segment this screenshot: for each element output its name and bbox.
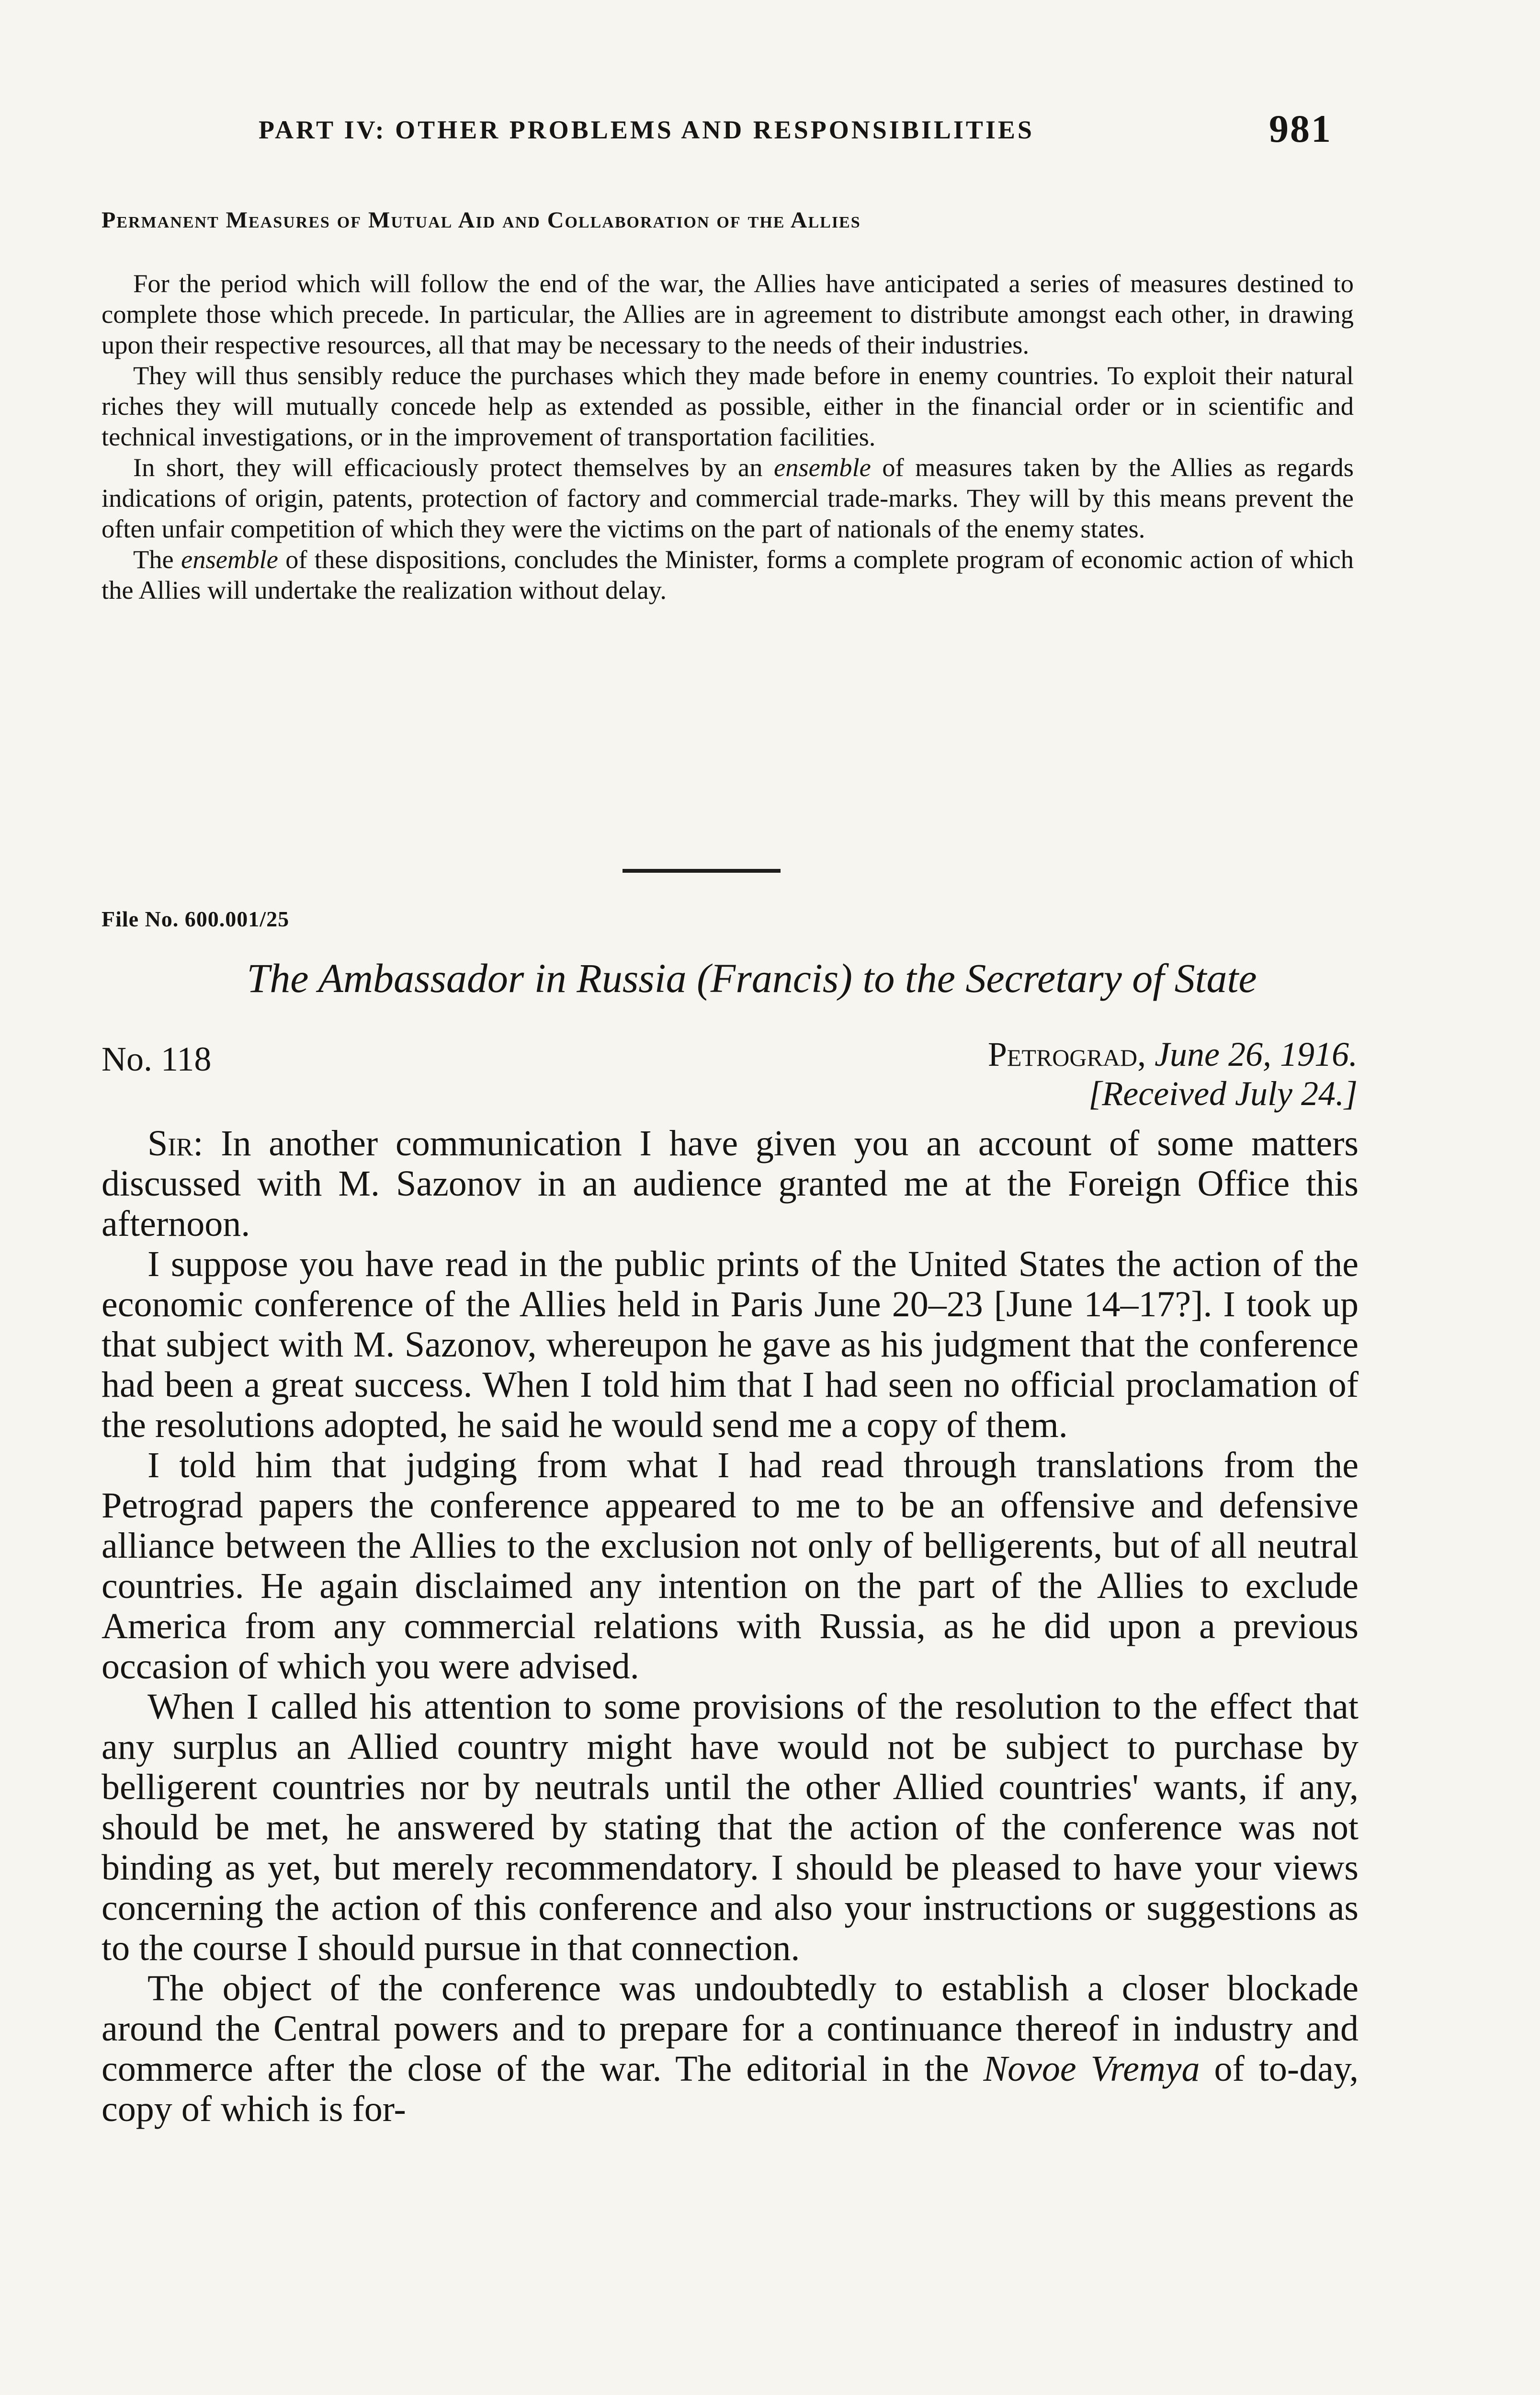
section-paragraph-4 [102, 544, 1354, 605]
document-number: No. 118 [102, 1040, 212, 1078]
section-paragraph-4-part-a: The [133, 545, 181, 574]
dateline-place: Petrograd, [987, 1035, 1146, 1073]
section-paragraph-3-italic: ensemble [774, 453, 871, 482]
section-paragraph-3 [102, 452, 1354, 544]
section-divider [623, 869, 781, 873]
letter-body [102, 1123, 1359, 2129]
received-date: [Received July 24.] [1088, 1074, 1358, 1113]
section-paragraph-2: They will thus sensibly reduce the purchases which they made before in enemy countries. To exploit their natural riches they will mutually concede help as extended as possible, either in the financial order or in scientific and technical investigations, or in the improvement of transportation facilities. [102, 361, 1354, 451]
running-head: PART IV: OTHER PROBLEMS AND RESPONSIBILITIES [259, 115, 1034, 144]
page-number: 981 [1269, 107, 1332, 150]
letter-paragraph-2: I suppose you have read in the public prints of the United States the action of the economic conference of the Allies held in Paris June 20–23 [June 14–17?]. I took up that subject with M. Sazonov, whereupon he gave as his judgment that the conference had been a great success. When I told him that I had seen no official proclamation of the resolutions adopted, he said he would send me a copy of them. [102, 1244, 1359, 1445]
letter-paragraph-5 [102, 1968, 1359, 2129]
section-paragraph-4-italic: ensemble [181, 545, 278, 574]
section-paragraph-4-part-c: of these dispositions, concludes the Minister, forms a complete program of economic action of which the Allies will undertake the realization without delay. [102, 545, 1354, 604]
section-heading: Permanent Measures of Mutual Aid and Collaboration of the Allies [102, 207, 861, 233]
letter-paragraph-1 [102, 1123, 1359, 1244]
salutation: Sir: [147, 1123, 204, 1163]
newspaper-name: Novoe Vremya [983, 2049, 1200, 2089]
dateline-date: June 26, 1916. [1155, 1035, 1358, 1073]
letter-paragraph-5-part-a: The object of the conference was undoubtedly to establish a closer blockade around the Central powers and to prepare for a continuance thereof in industry and commerce after the close of the war. The editorial in the [102, 1968, 1359, 2089]
letter-paragraph-1-text: In another communication I have given you an account of some matters discussed with M. Sazonov in an audience granted me at the Foreign Office this afternoon. [102, 1123, 1359, 1244]
section-body [102, 268, 1354, 605]
letter-paragraph-4: When I called his attention to some provisions of the resolution to the effect that any surplus an Allied country might have would not be subject to purchase by belligerent countries nor by neutrals until the other Allied countries' wants, if any, should be met, he answered by stating that the action of the conference was not binding as yet, but merely recommendatory. I should be pleased to have your views concerning the action of this conference and also your instructions or suggestions as to the course I should pursue in that connection. [102, 1687, 1359, 1968]
letter-paragraph-3: I told him that judging from what I had read through translations from the Petrograd papers the conference appeared to me to be an offensive and defensive alliance between the Allies to the exclusion not only of belligerents, but of all neutral countries. He again disclaimed any intention on the part of the Allies to exclude America from any commercial relations with Russia, as he did upon a previous occasion of which you were advised. [102, 1445, 1359, 1687]
document-title: The Ambassador in Russia (Francis) to the Secretary of State [247, 955, 1257, 1001]
file-number: File No. 600.001/25 [102, 907, 290, 931]
section-paragraph-1: For the period which will follow the end of the war, the Allies have anticipated a series of measures destined to complete those which precede. In particular, the Allies are in agreement to distribute amongst each other, in drawing upon their respective resources, all that may be necessary to the needs of their industries. [102, 269, 1354, 359]
section-paragraph-3-part-c: of measures taken by the Allies as regards indications of origin, patents, protection of factory and commercial trade-marks. They will by this means prevent the often unfair competition of which they were the victims on the part of nationals of the enemy states. [102, 453, 1354, 543]
section-paragraph-3-part-a: In short, they will efficaciously protect themselves by an [133, 453, 774, 482]
dateline-sent [761, 1035, 1358, 1074]
dateline [761, 1035, 1358, 1113]
letter-paragraph-5-part-c: of to-day, copy of which is for- [102, 2049, 1359, 2129]
